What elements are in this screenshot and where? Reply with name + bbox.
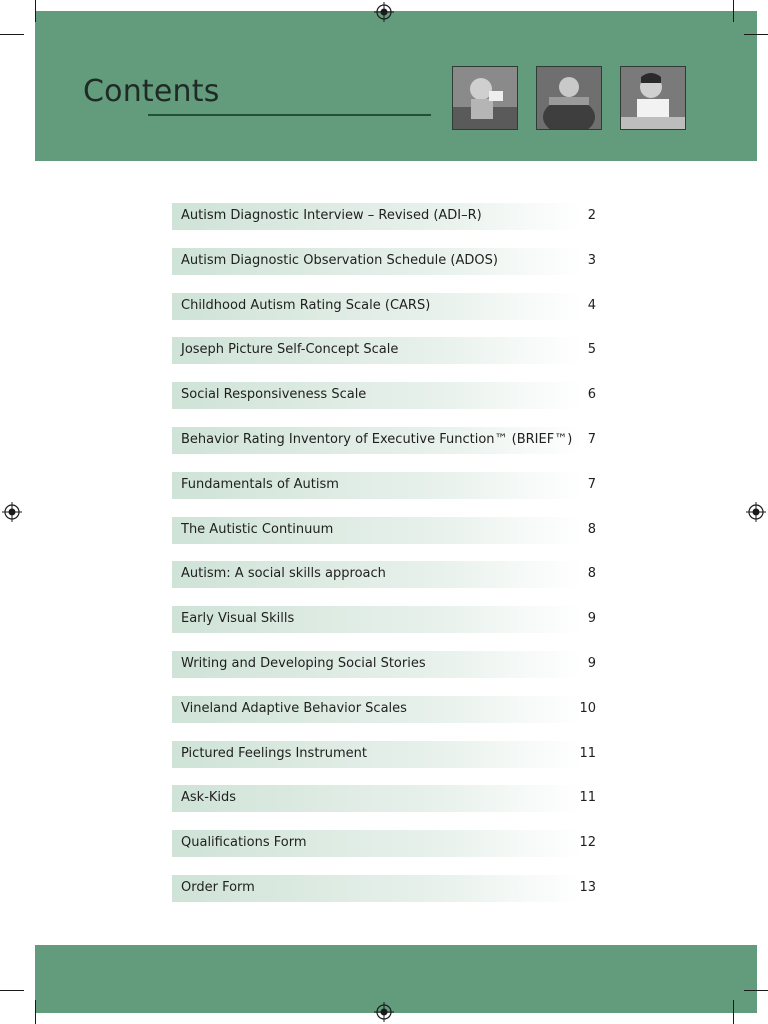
toc-entry-label: Fundamentals of Autism — [181, 476, 339, 492]
toc-page-number: 5 — [587, 342, 596, 358]
toc-entry-label: Joseph Picture Self-Concept Scale — [181, 342, 399, 358]
toc-page-number: 6 — [587, 387, 596, 403]
registration-mark-icon — [374, 1002, 394, 1022]
toc-row[interactable] — [172, 337, 600, 364]
toc-page-number: 7 — [587, 476, 596, 492]
toc-row[interactable] — [172, 561, 600, 588]
toc-row[interactable] — [172, 203, 600, 230]
toc-row[interactable] — [172, 741, 600, 768]
child-reading-photo — [452, 66, 518, 130]
toc-row[interactable] — [172, 606, 600, 633]
toc-row[interactable] — [172, 427, 600, 454]
toc-page-number: 9 — [587, 655, 596, 671]
crop-mark — [0, 34, 24, 35]
title-underline — [148, 114, 431, 116]
toc-row[interactable] — [172, 696, 600, 723]
registration-mark-icon — [2, 502, 22, 522]
crop-mark — [35, 0, 36, 22]
toc-page-number: 10 — [579, 700, 596, 716]
crop-mark — [744, 34, 768, 35]
toc-entry-label: Autism: A social skills approach — [181, 566, 386, 582]
toc-row[interactable] — [172, 472, 600, 499]
toc-page-number: 2 — [587, 208, 596, 223]
toc-entry-label: Social Responsiveness Scale — [181, 387, 367, 403]
child-writing-photo — [620, 66, 686, 130]
footer-band — [35, 945, 757, 1013]
toc-row[interactable] — [172, 517, 600, 544]
toc-row[interactable] — [172, 875, 600, 902]
toc-entry-label: Early Visual Skills — [181, 611, 295, 627]
toc-page-number: 11 — [579, 790, 596, 806]
toc-page-number: 8 — [587, 521, 596, 537]
crop-mark — [733, 1000, 734, 1024]
toc-page-number: 3 — [587, 252, 596, 268]
toc-entry-label: Autism Diagnostic Interview – Revised (ADI–R) — [181, 208, 482, 223]
toc-row[interactable] — [172, 382, 600, 409]
crop-mark — [35, 1000, 36, 1024]
toc-entry-label: Autism Diagnostic Observation Schedule (ADOS) — [181, 252, 498, 268]
toc-row[interactable] — [172, 830, 600, 857]
toc-entry-label: Pictured Feelings Instrument — [181, 745, 367, 761]
toc-page-number: 8 — [587, 566, 596, 582]
toc-page-number: 4 — [587, 297, 596, 313]
toc-row[interactable] — [172, 248, 600, 275]
toc-entry-label: Qualifications Form — [181, 835, 307, 851]
registration-mark-icon — [746, 502, 766, 522]
toc-page-number: 11 — [579, 745, 596, 761]
toc-entry-label: Writing and Developing Social Stories — [181, 655, 426, 671]
toc-row[interactable] — [172, 651, 600, 678]
table-of-contents — [172, 203, 600, 920]
crop-mark — [0, 990, 24, 991]
toc-row[interactable] — [172, 293, 600, 320]
toc-page-number: 13 — [579, 879, 596, 895]
child-hugging-photo — [536, 66, 602, 130]
crop-mark — [733, 0, 734, 22]
toc-entry-label: Vineland Adaptive Behavior Scales — [181, 700, 407, 716]
toc-entry-label: Childhood Autism Rating Scale (CARS) — [181, 297, 431, 313]
toc-entry-label: Ask-Kids — [181, 790, 237, 806]
page-title: Contents — [83, 74, 220, 109]
toc-page-number: 7 — [587, 431, 596, 447]
toc-page-number: 12 — [579, 835, 596, 851]
toc-entry-label: Behavior Rating Inventory of Executive Function™ (BRIEF™) — [181, 431, 573, 447]
registration-mark-icon — [374, 2, 394, 22]
toc-entry-label: The Autistic Continuum — [181, 521, 334, 537]
crop-mark — [744, 990, 768, 991]
toc-entry-label: Order Form — [181, 879, 255, 895]
toc-page-number: 9 — [587, 611, 596, 627]
toc-row[interactable] — [172, 785, 600, 812]
